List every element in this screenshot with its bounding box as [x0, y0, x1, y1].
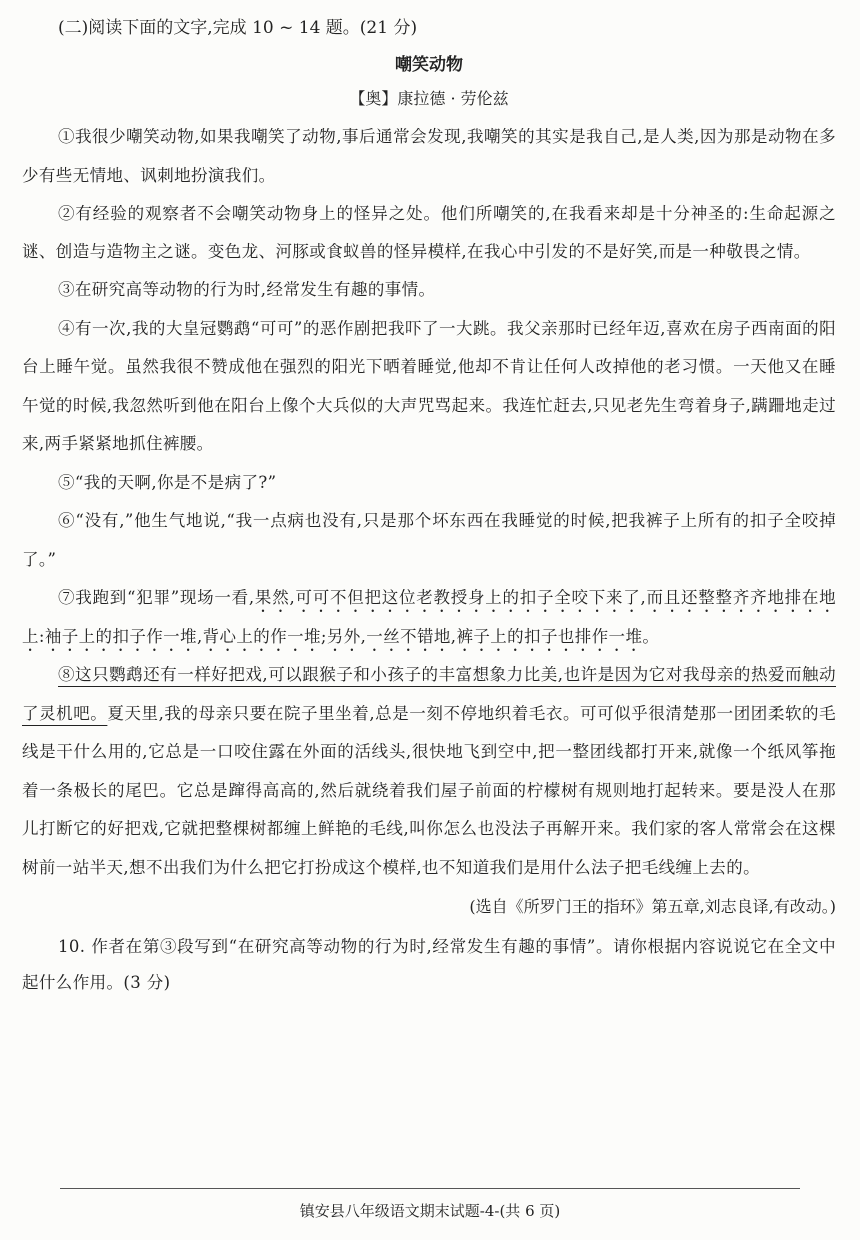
article-title: 嘲笑动物 [395, 55, 463, 75]
question-10: 10. 作者在第③段写到“在研究高等动物的行为时,经常发生有趣的事情”。请你根据内容说说它在全文中起什么作用。(3 分) [22, 937, 836, 992]
footer-divider [60, 1188, 800, 1189]
paragraph-7-lead: ⑦我跑到“犯罪”现场一看, [58, 588, 255, 607]
paragraph-6: ⑥“没有,”他生气地说,“我一点病也没有,只是那个坏东西在我睡觉的时候,把我裤子上所有的扣子全咬掉了。” [22, 511, 836, 569]
paragraph-4: ④有一次,我的大皇冠鹦鹉“可可”的恶作剧把我吓了一大跳。我父亲那时已经年迈,喜欢在房子西南面的阳台上睡午觉。虽然我很不赞成他在强烈的阳光下晒着睡觉,他却不肯让任何人改掉他的老习惯。一天他又在睡午觉的时候,我忽然听到他在阳台上像个大兵似的大声咒骂起来。我连忙赶去,只见老先生弯着身子,蹒跚地走过来,两手紧紧地抓住裤腰。 [22, 318, 836, 453]
paragraph-7-dotted-text: 果然,可可不但把这位老教授身上的扣子全咬下来了,而且还整整齐齐地排在地上:袖子上的扣子作一堆,背心上的作一堆;另外,一丝不错地,裤子上的扣子也排作一堆 [22, 588, 836, 646]
paragraph-8-underlined-sentence: ⑧这只鹦鹉还有一样好把戏,可以跟猴子和小孩子的丰富想象力比美,也许是因为它对我母亲的热爱而触动了灵机吧。 [22, 665, 836, 723]
paragraph-8-rest: 夏天里,我的母亲只要在院子里坐着,总是一刻不停地织着毛衣。可可似乎很清楚那一团团柔软的毛线是干什么用的,它总是一口咬住露在外面的活线头,很快地飞到空中,把一整团线都打开来,就像一个纸风筝拖着一条极长的尾巴。它总是蹿得高高的,然后就绕着我们屋子前面的柠檬树有规则地打起转来。要是没人在那儿打断它的好把戏,它就把整棵树都缠上鲜艳的毛线,叫你怎么也没法子再解开来。我们家的客人常常会在这棵树前一站半天,想不出我们为什么把它打扮成这个模样,也不知道我们是用什么法子把毛线缠上去的。 [22, 703, 837, 877]
paragraph-5: ⑤“我的天啊,你是不是病了?” [58, 472, 277, 492]
page-footer: 镇安县八年级语文期末试题-4-(共 6 页) [299, 1202, 561, 1220]
paragraph-7 [22, 579, 836, 656]
section-header: (二)阅读下面的文字,完成 10 ~ 14 题。(21 分) [58, 18, 418, 38]
source-note: (选自《所罗门王的指环》第五章,刘志良译,有改动。) [469, 897, 836, 916]
paragraph-2: ②有经验的观察者不会嘲笑动物身上的怪异之处。他们所嘲笑的,在我看来却是十分神圣的:生命起源之谜、创造与造物主之谜。变色龙、河豚或食蚁兽的怪异模样,在我心中引发的不是好笑,而是一种敬畏之情。 [22, 204, 836, 261]
paragraph-1: ①我很少嘲笑动物,如果我嘲笑了动物,事后通常会发现,我嘲笑的其实是我自己,是人类,因为那是动物在多少有些无情地、讽刺地扮演我们。 [22, 127, 836, 185]
article-author: 【奥】康拉德 · 劳伦兹 [349, 89, 509, 108]
paragraph-8 [22, 656, 836, 887]
paragraph-3: ③在研究高等动物的行为时,经常发生有趣的事情。 [58, 280, 436, 299]
paragraph-7-end: 。 [642, 626, 660, 646]
